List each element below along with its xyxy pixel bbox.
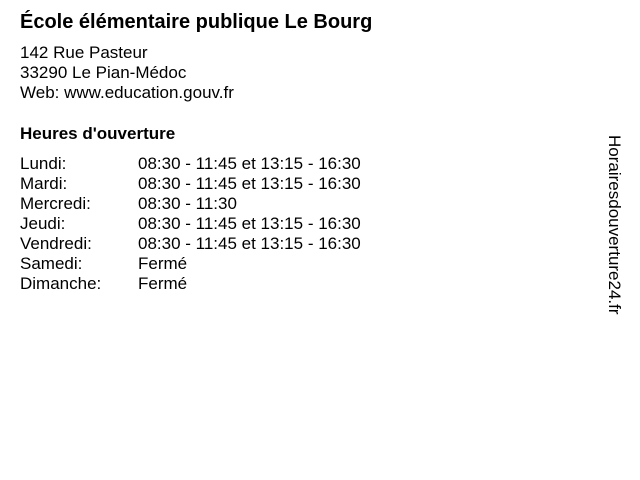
hours-row-friday	[20, 234, 361, 254]
day-hours: Fermé	[138, 274, 188, 293]
day-label: Mardi:	[20, 174, 68, 193]
day-hours: 08:30 - 11:45 et 13:15 - 16:30	[138, 234, 361, 253]
day-hours: Fermé	[138, 254, 188, 273]
day-hours: 08:30 - 11:45 et 13:15 - 16:30	[138, 214, 361, 233]
day-label: Dimanche:	[20, 274, 102, 293]
hours-table	[20, 154, 361, 294]
address-city: 33290 Le Pian-Médoc	[20, 63, 187, 82]
address-web: Web: www.education.gouv.fr	[20, 83, 234, 102]
day-hours: 08:30 - 11:30	[138, 194, 237, 213]
day-label: Mercredi:	[20, 194, 91, 213]
day-label: Vendredi:	[20, 234, 92, 253]
address-street: 142 Rue Pasteur	[20, 43, 148, 62]
page-title: École élémentaire publique Le Bourg	[20, 11, 373, 33]
address-block	[20, 43, 234, 103]
hours-heading: Heures d'ouverture	[20, 124, 176, 143]
hours-row-wednesday	[20, 194, 361, 214]
day-label: Lundi:	[20, 154, 67, 173]
hours-row-saturday	[20, 254, 361, 274]
day-hours: 08:30 - 11:45 et 13:15 - 16:30	[138, 154, 361, 173]
hours-row-thursday	[20, 214, 361, 234]
hours-row-sunday	[20, 274, 361, 294]
hours-row-tuesday	[20, 174, 361, 194]
hours-row-monday	[20, 154, 361, 174]
day-label: Jeudi:	[20, 214, 66, 233]
site-watermark: Horairesdouverture24.fr	[605, 135, 624, 315]
day-hours: 08:30 - 11:45 et 13:15 - 16:30	[138, 174, 361, 193]
day-label: Samedi:	[20, 254, 83, 273]
